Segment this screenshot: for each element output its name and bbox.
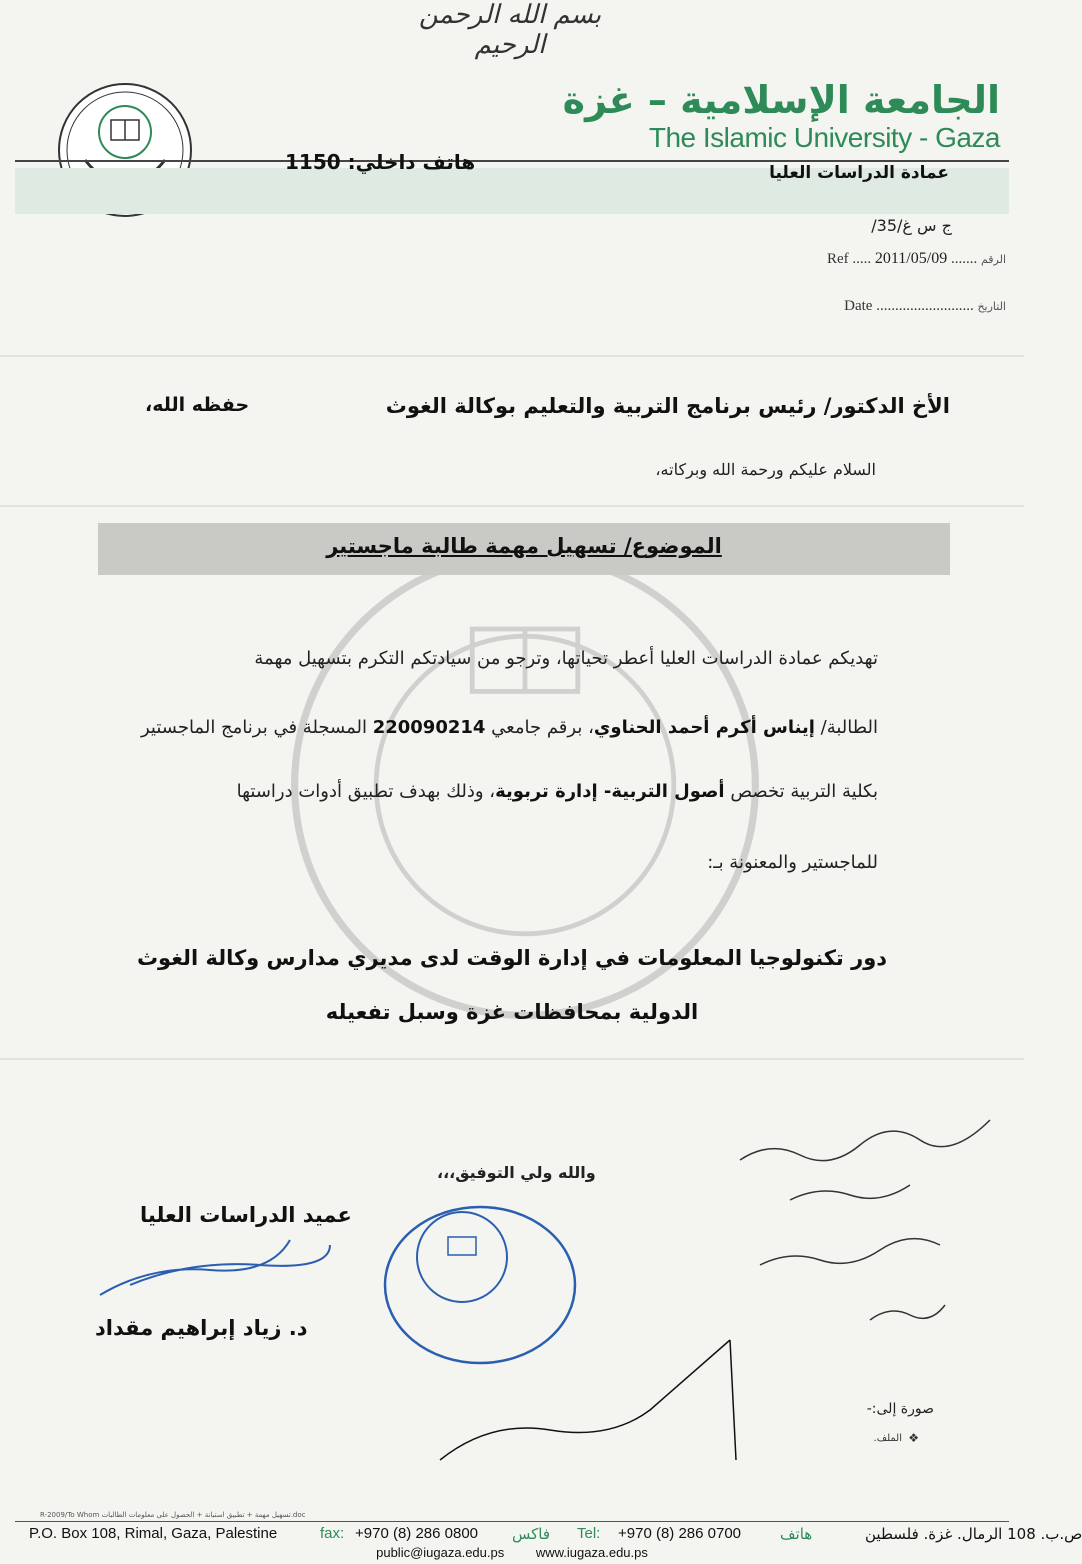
deanship-name: عمادة الدراسات العليا	[769, 163, 949, 183]
dean-signature	[90, 1225, 350, 1305]
ref-label-ar: الرقم	[980, 253, 1006, 266]
basmala: بسم الله الرحمن الرحيم	[418, 0, 602, 60]
specialization: أصول التربية- إدارة تربوية	[495, 781, 725, 802]
body-line-3-post: ، وذلك بهدف تطبيق أدوات دراستها	[236, 781, 496, 802]
body-line-3-pre: بكلية التربية تخصص	[724, 781, 878, 802]
address-arabic: ص.ب. 108 الرمال. غزة. فلسطين	[865, 1525, 1082, 1543]
internal-phone: هاتف داخلي: 1150	[285, 150, 476, 174]
body-line-3	[237, 781, 878, 802]
body-line-2-post: المسجلة في برنامج الماجستير	[140, 717, 373, 738]
date-row: Date .......................... التاريخ	[844, 298, 1006, 314]
closing-phrase: والله ولي التوفيق،،،	[437, 1163, 596, 1182]
student-id: 220090214	[372, 717, 486, 738]
footer-divider	[15, 1521, 1009, 1522]
copy-to: صورة إلى:-	[866, 1401, 934, 1417]
fax-label-en: fax:	[320, 1525, 345, 1542]
email-link[interactable]: public@iugaza.edu.ps	[376, 1545, 505, 1560]
paper-fold	[0, 505, 1024, 507]
thesis-title-line-1: دور تكنولوجيا المعلومات في إدارة الوقت لدى مديري مدارس وكالة الغوث	[136, 946, 888, 970]
addressee: الأخ الدكتور/ رئيس برنامج التربية والتعليم بوكالة الغوث	[385, 394, 950, 418]
dean-title: عميد الدراسات العليا	[140, 1203, 352, 1227]
fax-label-ar: فاكس	[512, 1525, 551, 1543]
ref-value: 2011/05/09	[874, 250, 948, 267]
tel-number: +970 (8) 286 0700	[618, 1525, 742, 1542]
footer-web	[0, 1545, 1024, 1560]
bullet-icon: ❖	[908, 1431, 919, 1445]
thesis-title-line-2: الدولية بمحافظات غزة وسبل تفعيله	[325, 1000, 699, 1024]
body-line-2-mid: ، برقم جامعي	[485, 717, 594, 738]
subject-text: الموضوع/ تسهيل مهمة طالبة ماجستير	[326, 534, 722, 558]
closing-prayer: حفظه الله،	[145, 394, 250, 416]
tel-label-ar: هاتف	[780, 1525, 813, 1543]
header-divider	[15, 160, 1009, 162]
dean-name: د. زياد إبراهيم مقداد	[95, 1316, 308, 1340]
handwritten-signature	[430, 1270, 730, 1470]
reference-code: ج س غ/35/	[871, 216, 952, 235]
fax-number: +970 (8) 286 0800	[355, 1525, 479, 1542]
body-line-2-pre: الطالبة/	[814, 717, 878, 738]
website-link[interactable]: www.iugaza.edu.ps	[535, 1545, 648, 1560]
handwritten-note	[730, 1100, 1020, 1360]
po-box: P.O. Box 108, Rimal, Gaza, Palestine	[29, 1525, 278, 1542]
greeting: السلام عليكم ورحمة الله وبركاته،	[655, 460, 876, 479]
ref-label-en: Ref	[826, 251, 849, 267]
paper-fold	[0, 355, 1024, 357]
body-line-1: تهديكم عمادة الدراسات العليا أعطر تحياتها، وترجو من سيادتكم التكرم بتسهيل مهمة	[254, 648, 878, 669]
file-path-note: R-2009/To Whom تسهيل مهمة + تطبيق استبانة + الحصول على معلومات الطالبات.doc	[40, 1511, 306, 1519]
university-name-arabic: الجامعة الإسلامية – غزة	[562, 78, 1000, 122]
subject-line	[98, 534, 950, 558]
body-line-2	[141, 717, 878, 738]
paper-fold	[0, 1058, 1024, 1060]
date-label-ar: التاريخ	[977, 300, 1006, 313]
date-label-en: Date	[844, 298, 873, 314]
student-name: إيناس أكرم أحمد الحناوي	[593, 717, 815, 738]
university-name-english: The Islamic University - Gaza	[648, 122, 1000, 153]
tel-label-en: Tel:	[577, 1525, 601, 1542]
reference-row: Ref ..... 2011/05/09 ....... الرقم	[826, 250, 1006, 267]
file-copy: الملف.	[873, 1433, 902, 1444]
body-line-4: للماجستير والمعنونة بـ:	[707, 852, 878, 873]
